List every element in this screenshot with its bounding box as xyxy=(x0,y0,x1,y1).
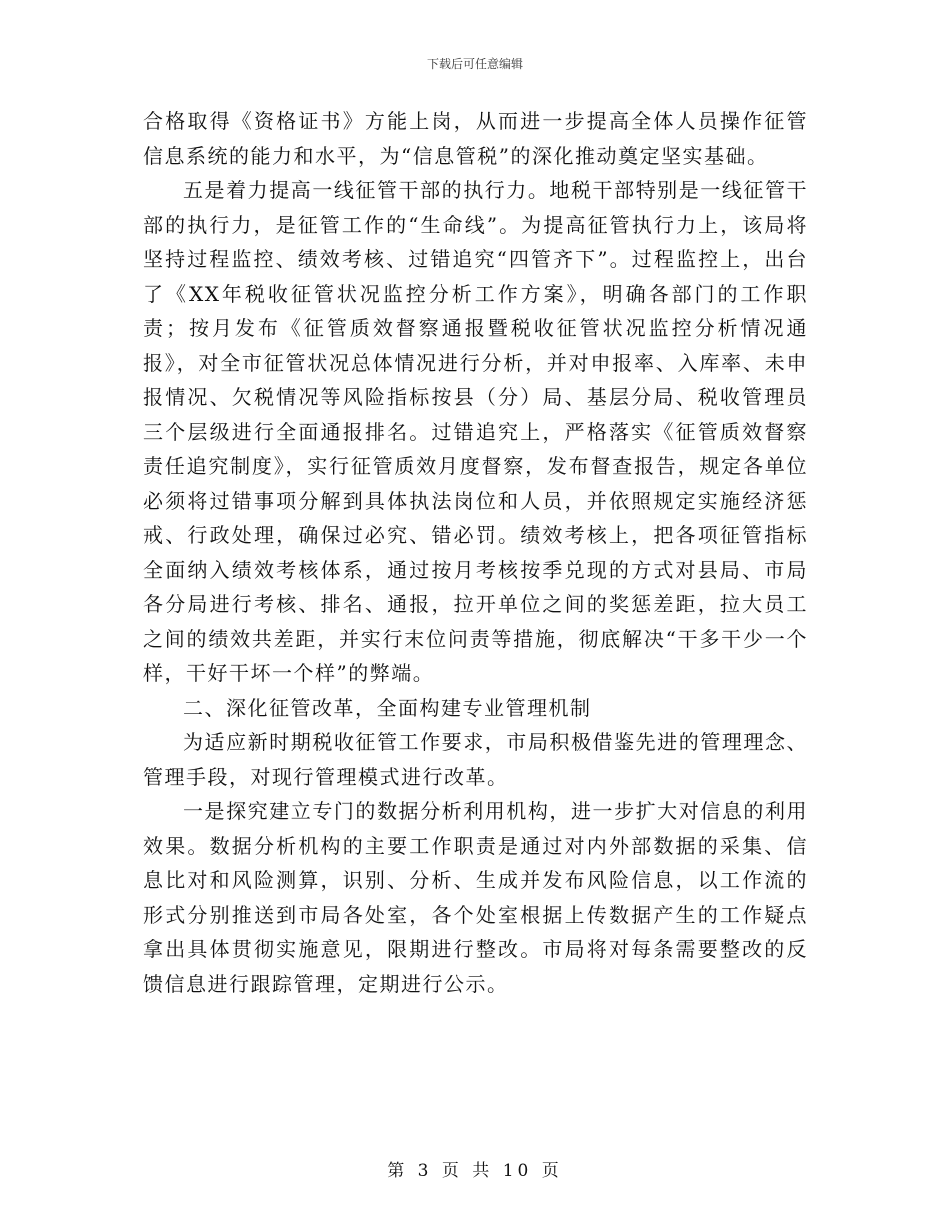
paragraph-2: 五是着力提高一线征管干部的执行力。地税干部特别是一线征管干部的执行力，是征管工作的“生命线”。为提高征管执行力上，该局将坚持过程监控、绩效考核、过错追究“四管齐下”。过程监控上，出台了《XX年税收征管状况监控分析工作方案》，明确各部门的工作职责；按月发布《征管质效督察通报暨税收征管状况监控分析情况通报》，对全市征管状况总体情况进行分析，并对申报率、入库率、未申报情况、欠税情况等风险指标按县（分）局、基层分局、税收管理员三个层级进行全面通报排名。过错追究上，严格落实《征管质效督察责任追究制度》，实行征管质效月度督察，发布督查报告，规定各单位必须将过错事项分解到具体执法岗位和人员，并依照规定实施经济惩戒、行政处理，确保过必究、错必罚。绩效考核上，把各项征管指标全面纳入绩效考核体系，通过按月考核按季兑现的方式对县局、市局各分局进行考核、排名、通报，拉开单位之间的奖惩差距，拉大员工之间的绩效共差距，并实行末位问责等措施，彻底解决“干多干少一个样，干好干坏一个样”的弊端。 xyxy=(143,178,808,685)
section-heading: 二、深化征管改革，全面构建专业管理机制 xyxy=(183,695,592,720)
page-number: 第 3 页 共 10 页 xyxy=(387,1161,563,1181)
paragraph-3: 为适应新时期税收征管工作要求，市局积极借鉴先进的管理理念、管理手段，对现行管理模式进行改革。 xyxy=(143,730,808,789)
paragraph-1: 合格取得《资格证书》方能上岗，从而进一步提高全体人员操作征管信息系统的能力和水平，为“信息管税”的深化推动奠定坚实基础。 xyxy=(143,109,808,168)
paragraph-4: 一是探究建立专门的数据分析利用机构，进一步扩大对信息的利用效果。数据分析机构的主要工作职责是通过对内外部数据的采集、信息比对和风险测算，识别、分析、生成并发布风险信息，以工作流的形式分别推送到市局各处室，各个处室根据上传数据产生的工作疑点拿出具体贯彻实施意见，限期进行整改。市局将对每条需要整改的反馈信息进行跟踪管理，定期进行公示。 xyxy=(143,799,808,996)
page-header-note: 下载后可任意编辑 xyxy=(426,57,523,71)
document-body xyxy=(143,104,808,1001)
